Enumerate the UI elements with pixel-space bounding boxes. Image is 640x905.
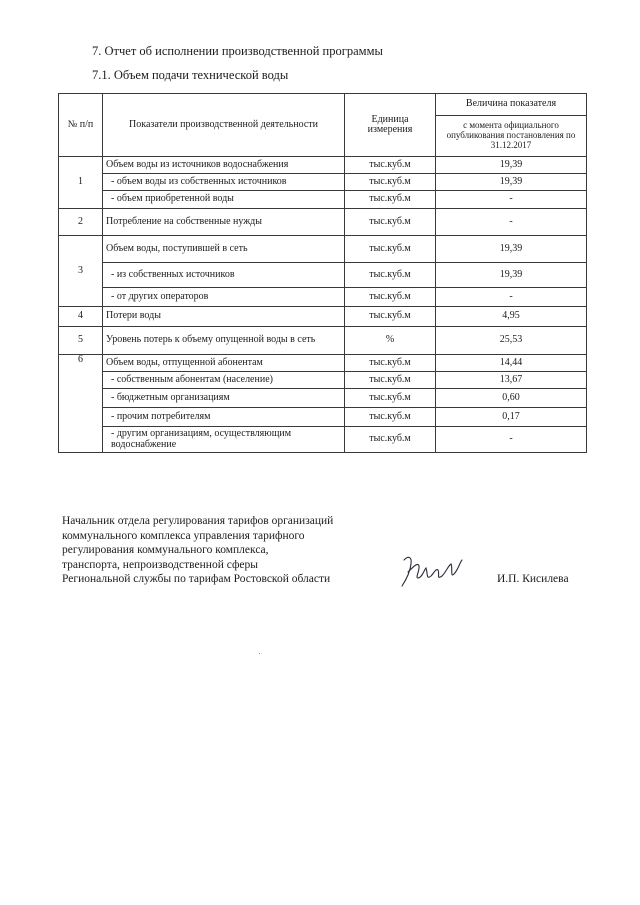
row-number: 5 (59, 327, 103, 355)
table-row (59, 427, 587, 453)
signatory-name: И.П. Кисилева (497, 573, 569, 585)
row-value: 19,39 (436, 174, 587, 191)
row-value: - (436, 209, 587, 236)
row-value: 19,39 (436, 157, 587, 174)
row-number: 4 (59, 307, 103, 327)
row-indicator: - бюджетным организациям (103, 389, 345, 408)
row-unit: тыс.куб.м (345, 427, 436, 453)
row-unit: тыс.куб.м (345, 191, 436, 209)
table-row (59, 191, 587, 209)
scan-speck (259, 653, 260, 654)
row-unit: % (345, 327, 436, 355)
table-row (59, 307, 587, 327)
table-row (59, 355, 587, 372)
row-indicator: - прочим потребителям (103, 408, 345, 427)
row-indicator: - объем приобретенной воды (103, 191, 345, 209)
row-unit: тыс.куб.м (345, 355, 436, 372)
header-value-period: с момента официального опубликования постановления по 31.12.2017 (436, 116, 587, 157)
table-row (59, 372, 587, 389)
table-row (59, 209, 587, 236)
table-row (59, 389, 587, 408)
signatory-position (62, 514, 333, 587)
handwritten-signature (398, 552, 468, 592)
row-number: 2 (59, 209, 103, 236)
signatory-position-line: регулирования коммунального комплекса, (62, 544, 269, 556)
water-supply-table (58, 93, 587, 453)
row-unit: тыс.куб.м (345, 372, 436, 389)
table-row (59, 263, 587, 288)
signatory-position-line: транспорта, непроизводственной сферы (62, 558, 258, 571)
row-value: 0,17 (436, 408, 587, 427)
row-unit: тыс.куб.м (345, 236, 436, 263)
row-number: 3 (59, 236, 103, 307)
row-indicator: - объем воды из собственных источников (103, 174, 345, 191)
row-unit: тыс.куб.м (345, 408, 436, 427)
row-unit: тыс.куб.м (345, 288, 436, 307)
row-unit: тыс.куб.м (345, 209, 436, 236)
row-indicator: Объем воды, отпущенной абонентам (103, 355, 345, 372)
table-row (59, 174, 587, 191)
row-indicator: - из собственных источников (103, 263, 345, 288)
row-number: 6 (59, 355, 103, 453)
signatory-position-line: Региональной службы по тарифам Ростовской области (62, 573, 331, 585)
table-row (59, 236, 587, 263)
row-number: 1 (59, 157, 103, 209)
signatory-position-line: коммунального комплекса управления тарифного (62, 529, 305, 542)
row-value: 4,95 (436, 307, 587, 327)
table-row (59, 408, 587, 427)
row-unit: тыс.куб.м (345, 157, 436, 174)
section-title: 7. Отчет об исполнении производственной программы (92, 44, 383, 58)
row-unit: тыс.куб.м (345, 389, 436, 408)
header-num: № п/п (59, 94, 103, 157)
row-value: - (436, 288, 587, 307)
table-row (59, 288, 587, 307)
table-row (59, 327, 587, 355)
row-value: 13,67 (436, 372, 587, 389)
table-row (59, 157, 587, 174)
header-unit: Единица измерения (345, 94, 436, 157)
row-unit: тыс.куб.м (345, 307, 436, 327)
header-indicator: Показатели производственной деятельности (103, 94, 345, 157)
row-value: - (436, 427, 587, 453)
signatory-position-line: Начальник отдела регулирования тарифов организаций (62, 515, 334, 527)
row-indicator: Уровень потерь к объему опущенной воды в сеть (103, 327, 345, 355)
row-indicator: - другим организациям, осуществляющим водоснабжение (103, 427, 345, 453)
row-indicator: - от других операторов (103, 288, 345, 307)
row-value: - (436, 191, 587, 209)
row-indicator: Объем воды, поступившей в сеть (103, 236, 345, 263)
row-value: 14,44 (436, 355, 587, 372)
header-value-group: Величина показателя (436, 94, 587, 116)
row-value: 19,39 (436, 236, 587, 263)
row-indicator: Объем воды из источников водоснабжения (103, 157, 345, 174)
row-indicator: - собственным абонентам (население) (103, 372, 345, 389)
subsection-title: 7.1. Объем подачи технической воды (92, 68, 289, 82)
row-value: 25,53 (436, 327, 587, 355)
row-indicator: Потребление на собственные нужды (103, 209, 345, 236)
row-unit: тыс.куб.м (345, 263, 436, 288)
row-value: 0,60 (436, 389, 587, 408)
row-indicator: Потери воды (103, 307, 345, 327)
row-value: 19,39 (436, 263, 587, 288)
row-unit: тыс.куб.м (345, 174, 436, 191)
